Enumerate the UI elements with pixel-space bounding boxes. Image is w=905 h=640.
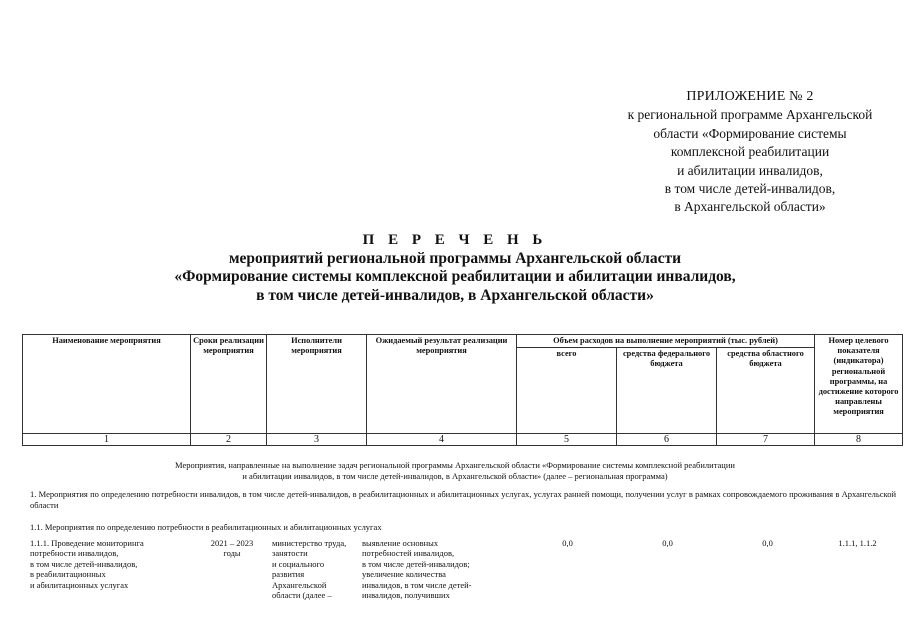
section-1-1-title: 1.1. Мероприятия по определению потребности в реабилитационных и абилитационных услугах	[30, 522, 382, 532]
appendix-line: и абилитации инвалидов,	[677, 162, 823, 178]
column-number: 7	[717, 434, 815, 446]
appendix-block	[600, 88, 900, 217]
row-federal: 0,0	[662, 538, 673, 548]
row-dates-line: 2021 – 2023	[210, 538, 254, 548]
row-indicator: 1.1.1, 1.1.2	[838, 538, 877, 548]
row-name	[30, 538, 200, 590]
row-executors-line: и социального	[272, 558, 325, 569]
appendix-line: в Архангельской области»	[674, 199, 826, 215]
row-name-line: в реабилитационных	[30, 569, 106, 580]
row-executors-line: развития	[272, 569, 305, 580]
row-dates-line: годы	[223, 548, 241, 559]
row-dates	[202, 538, 262, 559]
row-executors	[272, 538, 352, 600]
row-result-line: инвалидов, получивших	[362, 590, 450, 601]
header-dates: Сроки реализации мероприятия	[191, 335, 267, 434]
row-name-line: и абилитационных услугах	[30, 579, 129, 590]
appendix-line: комплексной реабилитации	[670, 144, 830, 160]
intro-line: Мероприятия, направленные на выполнение задач региональной программы Архангельской области «Формирование системы комплексной реабилитации	[175, 460, 735, 470]
header-result: Ожидаемый результат реализации мероприятия	[367, 335, 517, 434]
row-name-line: потребности инвалидов,	[30, 548, 119, 559]
appendix-line: области «Формирование системы	[653, 125, 847, 141]
header-name: Наименование мероприятия	[23, 335, 191, 434]
row-result-line: потребностей инвалидов,	[362, 548, 455, 559]
appendix-title: ПРИЛОЖЕНИЕ № 2	[686, 89, 814, 104]
column-number: 3	[267, 434, 367, 446]
row-executors-line: министерство труда,	[272, 538, 347, 548]
row-result-line: инвалидов, в том числе детей-	[362, 579, 472, 590]
column-number: 5	[517, 434, 617, 446]
column-number: 1	[23, 434, 191, 446]
appendix-line: в том числе детей-инвалидов,	[664, 181, 836, 197]
row-executors-line: Архангельской	[272, 579, 327, 590]
header-regional: средства областного бюджета	[717, 348, 815, 434]
row-regional: 0,0	[762, 538, 773, 548]
row-name-line: 1.1.1. Проведение мониторинга	[30, 538, 144, 548]
row-executors-line: занятости	[272, 548, 308, 559]
column-number: 4	[367, 434, 517, 446]
row-result-line: выявление основных	[362, 538, 439, 548]
header-total: всего	[517, 348, 617, 434]
row-result-line: увеличение количества	[362, 569, 446, 580]
heading-line: мероприятий региональной программы Архангельской области	[228, 249, 682, 267]
document-heading	[100, 231, 810, 305]
heading-line: в том числе детей-инвалидов, в Архангельской области»	[256, 286, 654, 304]
appendix-line: к региональной программе Архангельской	[627, 107, 873, 123]
row-name-line: в том числе детей-инвалидов,	[30, 558, 138, 569]
row-result-line: в том числе детей-инвалидов;	[362, 558, 470, 569]
header-indicator: Номер целевого показателя (индикатора) региональной программы, на достижение которого направлены мероприятия	[815, 335, 903, 434]
intro-text	[130, 460, 780, 482]
column-number: 6	[617, 434, 717, 446]
header-expenses: Объем расходов на выполнение мероприятий (тыс. рублей)	[517, 335, 815, 348]
heading-word: П Е Р Е Ч Е Н Ь	[362, 232, 548, 248]
heading-line: «Формирование системы комплексной реабилитации и абилитации инвалидов,	[174, 268, 736, 285]
intro-line: и абилитации инвалидов, в том числе детей-инвалидов, в Архангельской области» (далее – региональная программа)	[242, 471, 668, 481]
column-number: 8	[815, 434, 903, 446]
row-total: 0,0	[562, 538, 573, 548]
measures-table	[22, 334, 903, 446]
row-result	[362, 538, 512, 600]
section-1-title: 1. Мероприятия по определению потребности инвалидов, в том числе детей-инвалидов, в реабилитационных и абилитационных услугах, услугах ранней помощи, получении услуг в рамках сопровождаемого проживания в Архангельской области	[30, 489, 896, 510]
header-federal: средства федерального бюджета	[617, 348, 717, 434]
row-executors-line: области (далее –	[272, 590, 332, 601]
column-number: 2	[191, 434, 267, 446]
header-executors: Исполнители мероприятия	[267, 335, 367, 434]
